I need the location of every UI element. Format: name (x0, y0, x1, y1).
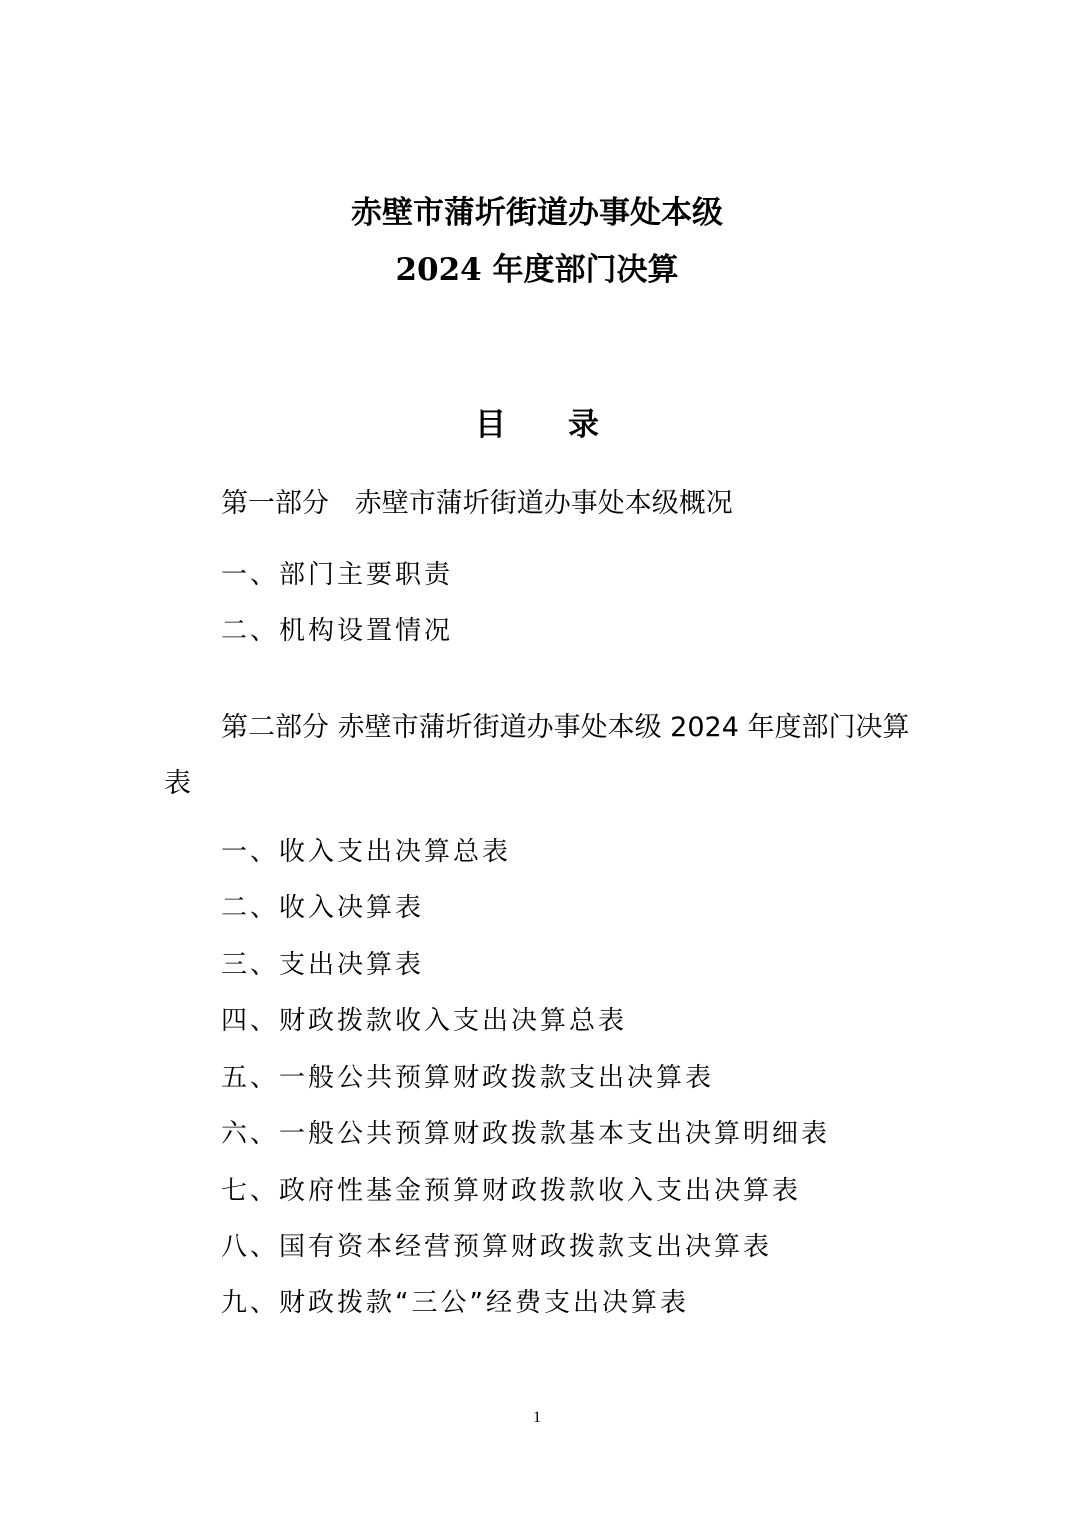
toc-item: 八、国有资本经营预算财政拨款支出决算表 (221, 1232, 773, 1262)
toc-item: 六、一般公共预算财政拨款基本支出决算明细表 (221, 1119, 831, 1149)
toc-heading-char-2: 录 (568, 407, 599, 443)
toc-item: 一、收入支出决算总表 (221, 837, 512, 867)
toc-item: 一、部门主要职责 (221, 560, 454, 590)
document-title-line-2: 2024 年度部门决算 (395, 252, 679, 288)
toc-heading (0, 405, 1074, 445)
toc-part-2-label: 第二部分 赤壁市蒲圻街道办事处本级 2024 年度部门决算表 (164, 712, 910, 799)
document-title-line-1: 赤壁市蒲圻街道办事处本级 (351, 195, 723, 231)
toc-part-1-label: 第一部分 赤壁市蒲圻街道办事处本级概况 (221, 488, 733, 519)
toc-heading-char-1: 目 (475, 407, 506, 443)
toc-item: 四、财政拨款收入支出决算总表 (221, 1006, 628, 1036)
toc-item: 九、财政拨款“三公”经费支出决算表 (221, 1288, 689, 1318)
toc-item: 三、支出决算表 (221, 950, 425, 980)
toc-item: 二、收入决算表 (221, 893, 425, 923)
toc-item: 七、政府性基金预算财政拨款收入支出决算表 (221, 1176, 802, 1206)
toc-item: 二、机构设置情况 (221, 616, 454, 646)
page-number: 1 (533, 1409, 541, 1426)
toc-item: 五、一般公共预算财政拨款支出决算表 (221, 1063, 715, 1093)
